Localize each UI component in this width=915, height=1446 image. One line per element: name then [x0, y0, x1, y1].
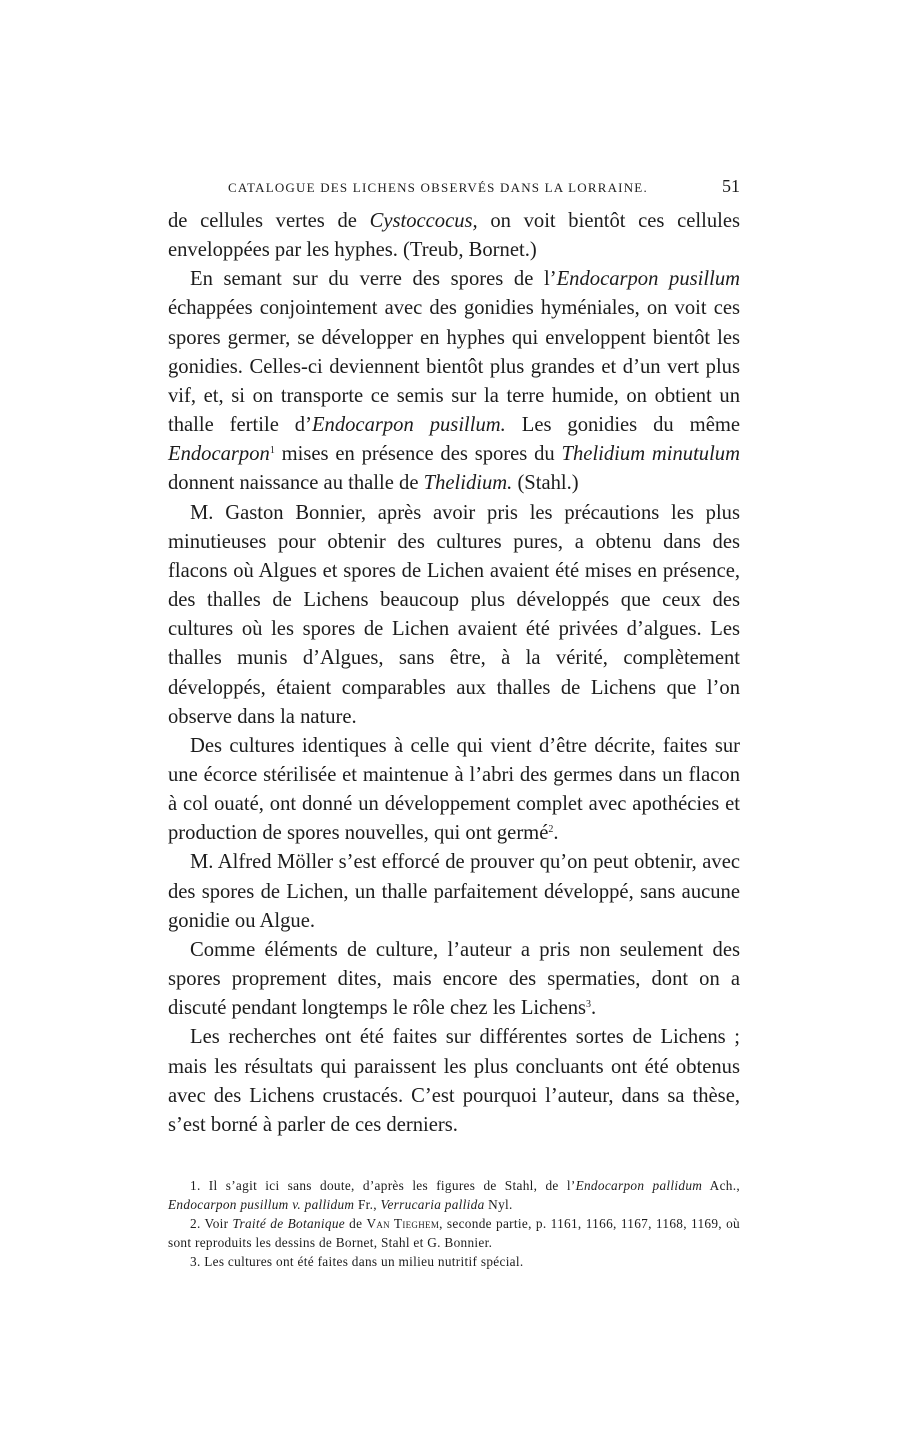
- running-head: [168, 178, 740, 198]
- text-segment: M. Alfred Möller s’est efforcé de prouver qu’on peut obtenir, avec des spores de Lichen, un thalle parfaitement développé, sans aucune gonidie ou Algue.: [168, 851, 740, 932]
- text-segment: échappées conjointement avec des gonidies hyméniales, on voit ces spores germer, se développer en hyphes qui enveloppent bientôt les gonidies. Celles-ci deviennent bientôt plus grandes et d’un vert plus vif, et, si on transporte ce semis sur la terre humide, on obtient un thalle fertile d’: [168, 297, 740, 437]
- body-text: [168, 207, 740, 1140]
- text-segment: M. Gaston Bonnier, après avoir pris les précautions les plus minutieuses pour obtenir des cultures pures, a obtenu dans des flacons où Algues et spores de Lichen avaient été mises en présence, des thalles de Lichens beaucoup plus développés que ceux des cultures où les spores de Lichen avaient été privées d’algues. Les thalles munis d’Algues, sans être, à la vérité, complètement développés, étaient comparables aux thalles de Lichens que l’on observe dans la nature.: [168, 501, 740, 728]
- paragraph-continuation: [168, 207, 740, 265]
- italic-text: Thelidium minutulum: [561, 443, 740, 466]
- italic-text: Verrucaria pallida: [380, 1197, 485, 1212]
- text-segment: mises en présence des spores du: [274, 443, 562, 466]
- italic-text: Thelidium.: [423, 472, 513, 495]
- paragraph: [168, 936, 740, 1023]
- text-segment: Des cultures identiques à celle qui vient d’être décrite, faites sur une écorce stérilisée et maintenue à l’abri des germes dans un flacon à col ouaté, ont donné un développement complet avec apothécies et production de spores nouvelles, qui ont germé: [168, 734, 740, 845]
- text-segment: Fr.,: [354, 1197, 381, 1212]
- text-segment: Les gonidies du même: [505, 414, 740, 437]
- italic-text: Endocarpon pallidum: [575, 1178, 703, 1193]
- paragraph: [168, 1023, 740, 1140]
- page-number: 51: [722, 176, 740, 196]
- paragraph: [168, 848, 740, 935]
- footnote: [168, 1252, 740, 1271]
- footnote-ref: 3: [586, 999, 592, 1011]
- text-segment: .: [591, 997, 597, 1020]
- footnote-ref: 2: [548, 824, 554, 836]
- text-segment: donnent naissance au thalle de: [168, 472, 424, 495]
- small-caps-text: Van Tieghem: [366, 1216, 440, 1231]
- paragraph: [168, 732, 740, 849]
- text-segment: (Stahl.): [512, 472, 579, 495]
- paragraph: [168, 499, 740, 732]
- italic-text: Endocarpon pusillum: [556, 268, 741, 291]
- text-segment: 3. Les cultures ont été faites dans un milieu nutritif spécial.: [190, 1254, 524, 1269]
- footnote-ref: 1: [269, 445, 275, 457]
- italic-text: Cystoccocus,: [369, 210, 478, 232]
- italic-text: Endocarpon pusillum.: [311, 414, 506, 437]
- paragraph: [168, 265, 740, 498]
- text-segment: Comme éléments de culture, l’auteur a pris non seulement des spores proprement dites, mais encore des spermaties, dont on a discuté pendant longtemps le rôle chez les Lichens: [168, 938, 740, 1020]
- text-segment: En semant sur du verre des spores de l’: [190, 268, 557, 291]
- text-segment: Ach.,: [702, 1178, 740, 1193]
- text-segment: 1. Il s’agit ici sans doute, d’après les figures de Stahl, de l’: [190, 1178, 576, 1193]
- footnotes: [168, 1176, 740, 1271]
- italic-text: Traité de Botanique: [232, 1216, 345, 1231]
- footnote: [168, 1214, 740, 1252]
- text-segment: de cellules vertes de: [168, 210, 370, 232]
- footnote: [168, 1176, 740, 1214]
- text-segment: on voit bientôt ces cellules enveloppées par les hyphes. (Treub, Bornet.): [168, 210, 741, 262]
- running-head-title: CATALOGUE DES LICHENS OBSERVÉS DANS LA LORRAINE.: [228, 180, 648, 195]
- text-segment: 2. Voir: [190, 1216, 233, 1231]
- text-segment: , seconde partie, p. 1161, 1166, 1167, 1168, 1169, où sont reproduits les dessins de Bornet, Stahl et G. Bonnier.: [168, 1216, 740, 1250]
- text-segment: de: [344, 1216, 367, 1231]
- text-segment: .: [553, 822, 559, 845]
- text-segment: Nyl.: [484, 1197, 513, 1212]
- text-segment: Les recherches ont été faites sur différentes sortes de Lichens ; mais les résultats qui paraissent les plus concluants ont été obtenus avec des Lichens crustacés. C’est pourquoi l’auteur, dans sa thèse, s’est borné à parler de ces derniers.: [168, 1026, 740, 1136]
- italic-text: Endocarpon pusillum v. pallidum: [168, 1197, 355, 1212]
- italic-text: Endocarpon: [168, 443, 270, 466]
